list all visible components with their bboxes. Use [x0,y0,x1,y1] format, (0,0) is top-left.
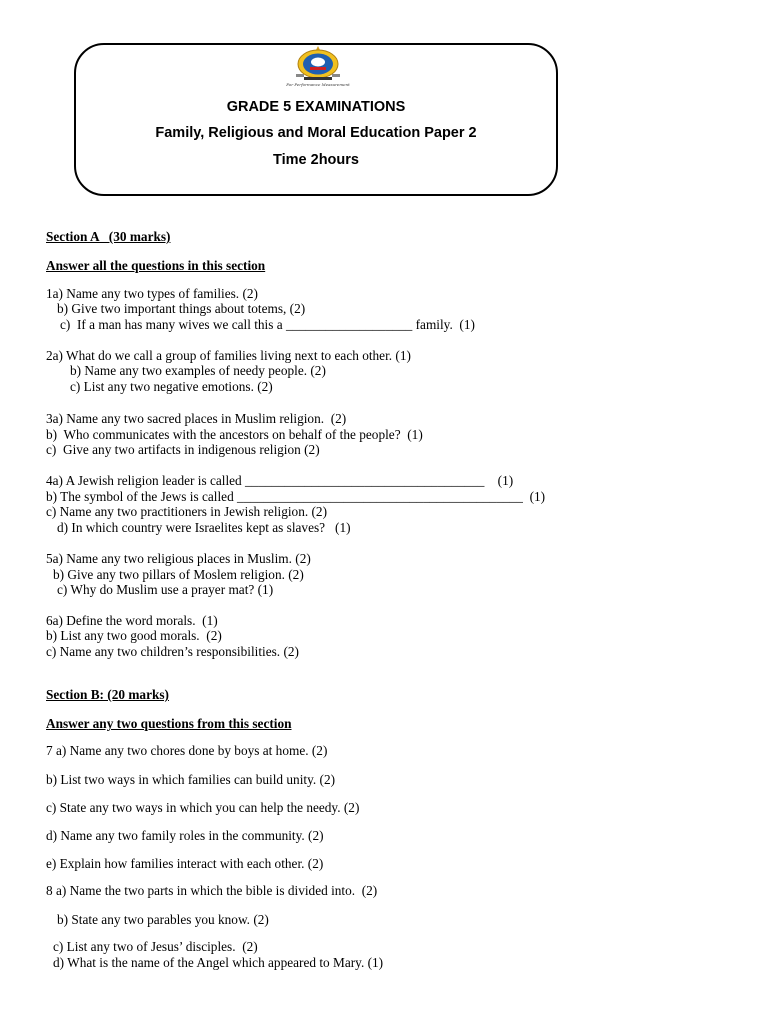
section-b-heading: Section B: (20 marks) [46,687,169,702]
exam-time: Time 2hours [273,152,359,168]
section-a-heading: Section A (30 marks) [46,229,171,244]
section-a-instruction: Answer all the questions in this section [46,258,266,273]
exam-council-logo [286,44,350,88]
question-line: 4a) A Jewish religion leader is called ____________________________________ (1) [46,473,514,488]
question-line: b) Name any two examples of needy people. (2) [70,363,326,378]
question-line: 2a) What do we call a group of families living next to each other. (1) [46,348,411,363]
question-line: c) Give any two artifacts in indigenous religion (2) [46,442,320,457]
question-line: b) State any two parables you know. (2) [57,912,269,927]
question-line: b) Give any two pillars of Moslem religion. (2) [53,567,304,582]
question-line: c) Why do Muslim use a prayer mat? (1) [57,582,274,597]
question-line: 5a) Name any two religious places in Muslim. (2) [46,551,311,566]
question-line: 8 a) Name the two parts in which the bible is divided into. (2) [46,883,378,898]
question-line: 1a) Name any two types of families. (2) [46,286,258,301]
question-line: b) List two ways in which families can build unity. (2) [46,772,336,787]
question-line: d) In which country were Israelites kept as slaves? (1) [57,520,351,535]
question-line: c) Name any two children’s responsibilities. (2) [46,644,299,659]
question-line: b) Who communicates with the ancestors on behalf of the people? (1) [46,427,423,442]
section-b-instruction: Answer any two questions from this section [46,716,292,731]
exam-subject: Family, Religious and Moral Education Paper 2 [155,125,477,141]
exam-title: GRADE 5 EXAMINATIONS [226,99,406,115]
question-line: 7 a) Name any two chores done by boys at home. (2) [46,743,328,758]
question-line: e) Explain how families interact with each other. (2) [46,856,324,871]
logo-motto: For Performance Measurement [286,82,350,87]
question-line: d) What is the name of the Angel which appeared to Mary. (1) [53,955,384,970]
question-line: b) The symbol of the Jews is called ___________________________________________ (1) [46,489,546,504]
question-line: b) List any two good morals. (2) [46,628,222,643]
question-line: c) List any two of Jesus’ disciples. (2) [53,939,258,954]
question-line: b) Give two important things about totems, (2) [57,301,306,316]
question-line: 3a) Name any two sacred places in Muslim religion. (2) [46,411,347,426]
question-line: c) State any two ways in which you can help the needy. (2) [46,800,360,815]
question-line: c) List any two negative emotions. (2) [70,379,273,394]
question-line: d) Name any two family roles in the community. (2) [46,828,324,843]
question-line: 6a) Define the word morals. (1) [46,613,218,628]
question-line: c) Name any two practitioners in Jewish religion. (2) [46,504,328,519]
question-line: c) If a man has many wives we call this a ___________________ family. (1) [60,317,475,332]
